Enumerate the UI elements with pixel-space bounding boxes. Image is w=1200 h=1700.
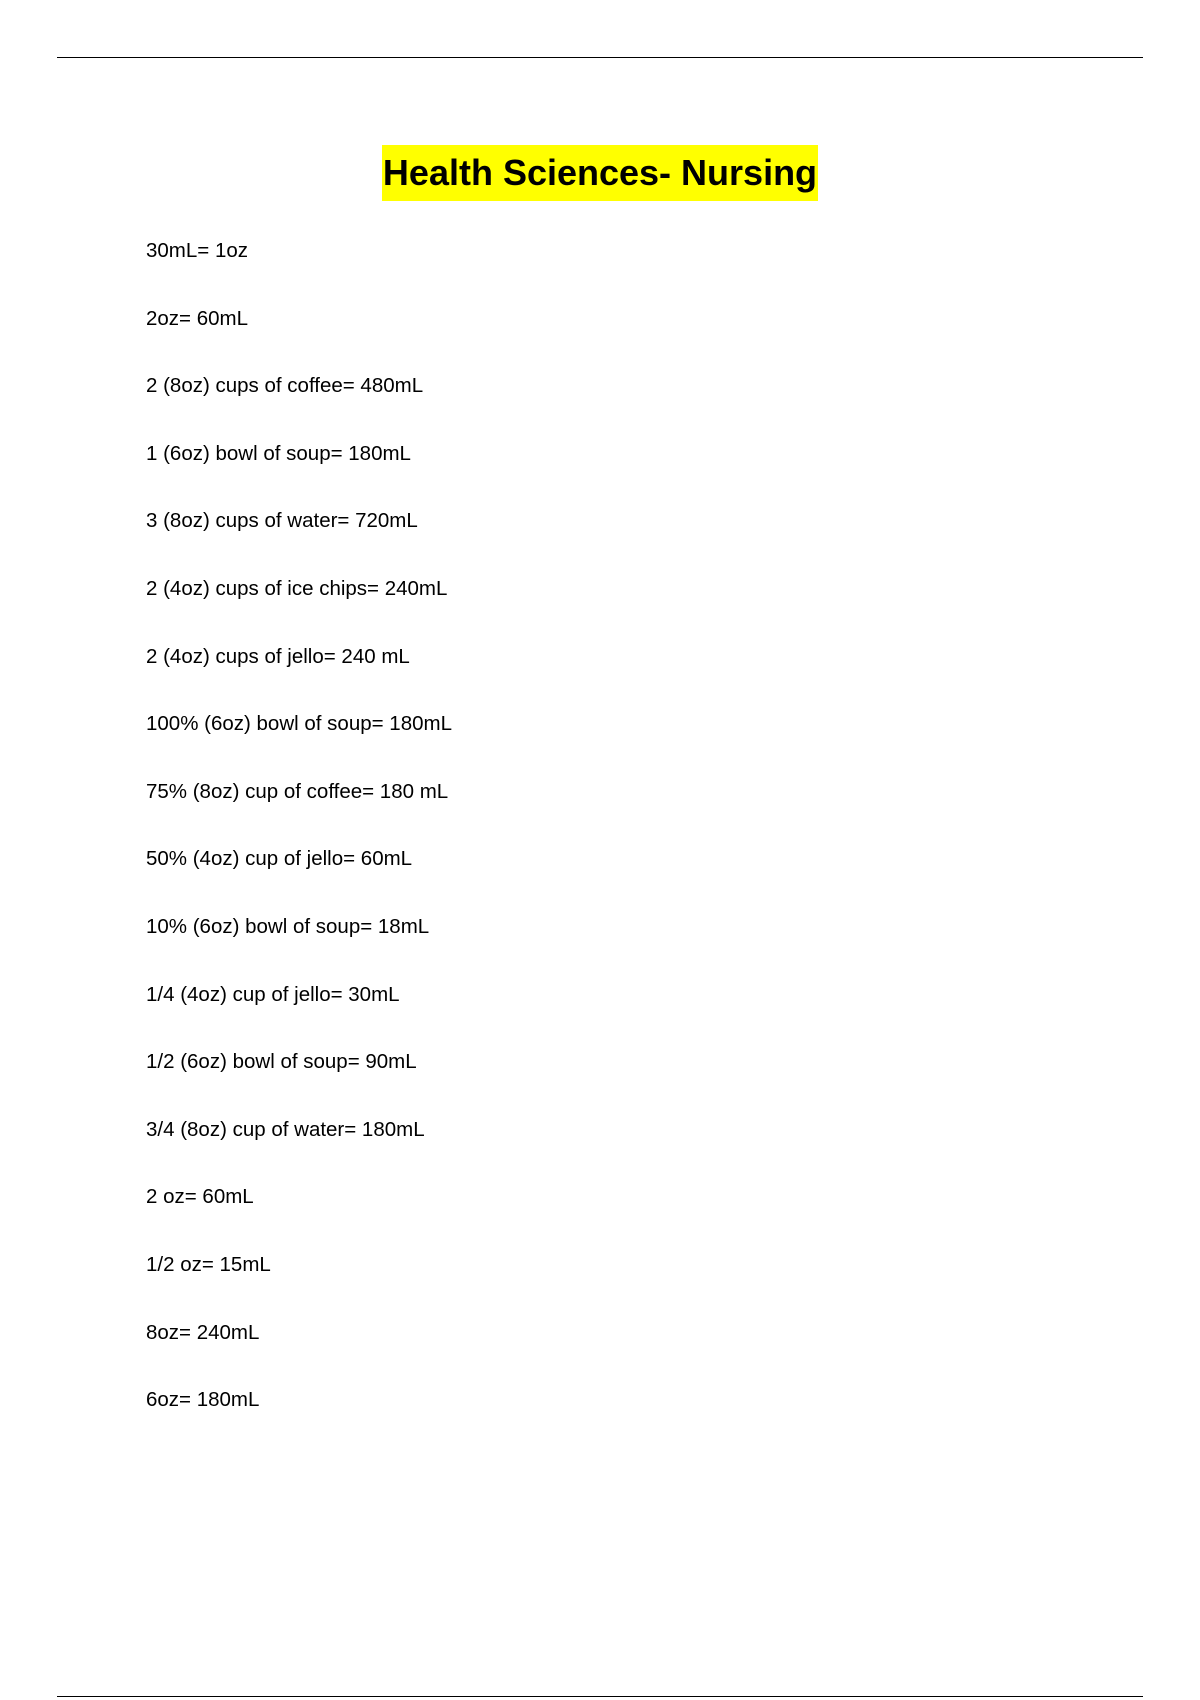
conversion-line: 3/4 (8oz) cup of water= 180mL (146, 1117, 425, 1141)
conversion-line: 2 (8oz) cups of coffee= 480mL (146, 374, 424, 398)
page-title: Health Sciences- Nursing (382, 145, 818, 201)
conversion-line: 50% (4oz) cup of jello= 60mL (146, 847, 413, 871)
conversion-line: 3 (8oz) cups of water= 720mL (146, 509, 418, 533)
conversion-line: 2 (4oz) cups of jello= 240 mL (146, 644, 410, 668)
conversion-line: 1 (6oz) bowl of soup= 180mL (146, 441, 411, 465)
conversion-line: 1/4 (4oz) cup of jello= 30mL (146, 982, 400, 1006)
title-container (0, 145, 1200, 201)
conversion-list (146, 233, 452, 1450)
conversion-line: 8oz= 240mL (146, 1320, 260, 1344)
conversion-line: 100% (6oz) bowl of soup= 180mL (146, 712, 452, 736)
conversion-line: 2 oz= 60mL (146, 1185, 254, 1209)
conversion-line: 6oz= 180mL (146, 1388, 260, 1412)
conversion-line: 2oz= 60mL (146, 306, 248, 330)
conversion-line: 75% (8oz) cup of coffee= 180 mL (146, 779, 449, 803)
conversion-line: 30mL= 1oz (146, 239, 248, 262)
conversion-line: 1/2 (6oz) bowl of soup= 90mL (146, 1050, 417, 1074)
conversion-line: 10% (6oz) bowl of soup= 18mL (146, 914, 430, 938)
footer-rule (57, 1696, 1143, 1697)
header-rule (57, 57, 1143, 58)
conversion-line: 1/2 oz= 15mL (146, 1252, 271, 1276)
conversion-line: 2 (4oz) cups of ice chips= 240mL (146, 576, 448, 600)
